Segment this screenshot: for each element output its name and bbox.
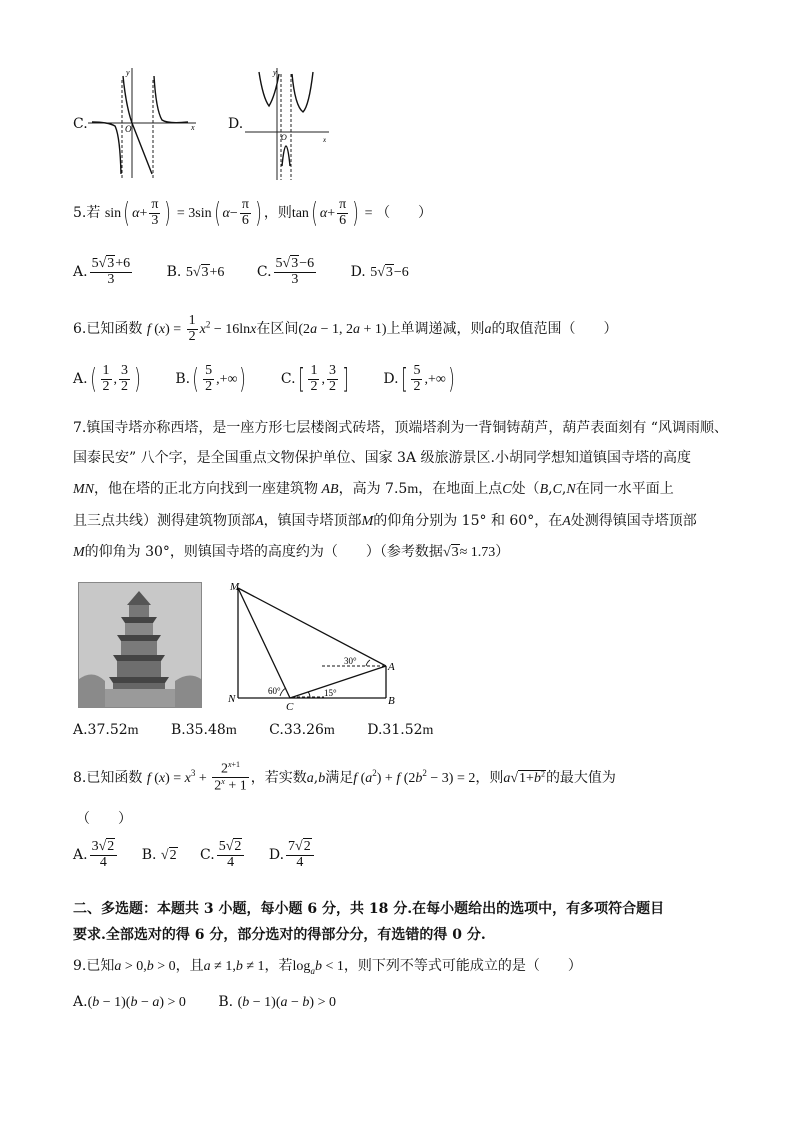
question-7-line-5: M的仰角为 30°，则镇国寺塔的高度约为（ ）（参考数据√3≈ 1.73） <box>73 544 510 560</box>
label-c: C <box>286 701 294 710</box>
question-7-line-4: 且三点共线）测得建筑物顶部A，镇国寺塔顶部M的仰角分别为 15° 和 60°，在A处测得镇国寺塔顶部 <box>73 513 697 529</box>
label-angle-60: 60° <box>268 686 281 696</box>
graph-d-x-label: x <box>323 136 327 144</box>
graph-d <box>245 66 335 182</box>
label-angle-15: 15° <box>324 688 337 698</box>
label-angle-30: 30° <box>344 656 357 666</box>
question-7-line-3: MN，他在塔的正北方向找到一座建筑物 AB，高为 7.5m，在地面上点C处（B,C,N在同一水平面上 <box>73 481 674 497</box>
question-7-options: A.37.52m B.35.48m C.33.26m D.31.52m <box>73 722 434 738</box>
question-8-bracket: （ ） <box>76 811 132 827</box>
graph-d-y-label: y <box>273 68 277 77</box>
tower-diagram <box>226 580 406 710</box>
question-5-stem: 5.若 sin( α+ $\frac{\pi}{3}$ ) = 3sin( α− $\frac{\pi}{6}$ ) ，则tan( α+ $\frac{\pi}{6}$ ) = （ ） <box>73 196 433 230</box>
question-7-line-2: 国泰民安” 八个字，是全国重点文物保护单位、国家 3A 级旅游景区.小胡同学想知道镇国寺塔的高度 <box>73 450 691 466</box>
section-2-line-1: 二、多选题：本题共 3 小题，每小题 6 分，共 18 分.在每小题给出的选项中，有多项符合题目 <box>73 901 665 917</box>
question-9-stem: 9.已知a > 0,b > 0，且a ≠ 1,b ≠ 1，若$\log_ab < 1$，则下列不等式可能成立的是（ ） <box>73 958 582 976</box>
label-b: B <box>388 695 395 707</box>
question-9-options: A.(b − 1)(b − a) > 0 B. (b − 1)(a − b) > 0 <box>73 994 336 1010</box>
section-2-line-2: 要求.全部选对的得 6 分，部分选对的得部分分，有选错的得 0 分. <box>73 927 486 943</box>
question-8-stem: 8.已知函数 f $(x) = x^3$ + $\frac{2^{x+1}}{2^x + 1}$ ，若实数a,b满足f $(a^2) + f$ $(2b^2 - 3) = 2$，则$a√1+b^2$的最大值为 <box>73 760 616 794</box>
graph-c-origin-label: O <box>125 124 132 134</box>
question-8-options: A. $\frac{3√2}{4}$ B. √2 C. $\frac{5√2}{4}$ D. $\frac{7√2}{4}$ <box>73 840 334 870</box>
question-5-options: A. $\frac{5√3+6}{3}$ B. 5√3+6 C. $\frac{5√3-6}{3}$ D. 5√3−6 <box>73 256 409 287</box>
graph-c-y-label: y <box>126 68 130 77</box>
graph-c-x-label: x <box>191 123 195 132</box>
label-a: A <box>388 661 395 673</box>
label-n: N <box>228 693 236 705</box>
question-7-line-1: 7.镇国寺塔亦称西塔，是一座方形七层楼阁式砖塔，顶端塔刹为一背铜铸葫芦，葫芦表面刻有 “风调雨顺、 <box>73 420 728 436</box>
tower-photo <box>78 582 202 708</box>
graph-d-origin-label: O <box>281 133 287 142</box>
option-d-label: D. <box>228 116 244 132</box>
question-6-options: A.( $\frac{1}{2}$ , $\frac{3}{2}$ ) B.( $\frac{5}{2}$ ,+∞) C.[ $\frac{1}{2}$ , $\frac{3}{2}$ ] D.[ $\frac{5}{2}$ ,+∞) <box>73 362 455 396</box>
label-m: M <box>230 581 240 593</box>
graph-c <box>88 66 200 180</box>
option-c-label: C. <box>73 116 88 132</box>
question-6-stem: 6.已知函数 f (x) = $\frac{1}{2}$ $x^2 - 16\ln x$在区间(2a − 1, 2a + 1)上单调递减，则a的取值范围（ ） <box>73 313 618 344</box>
